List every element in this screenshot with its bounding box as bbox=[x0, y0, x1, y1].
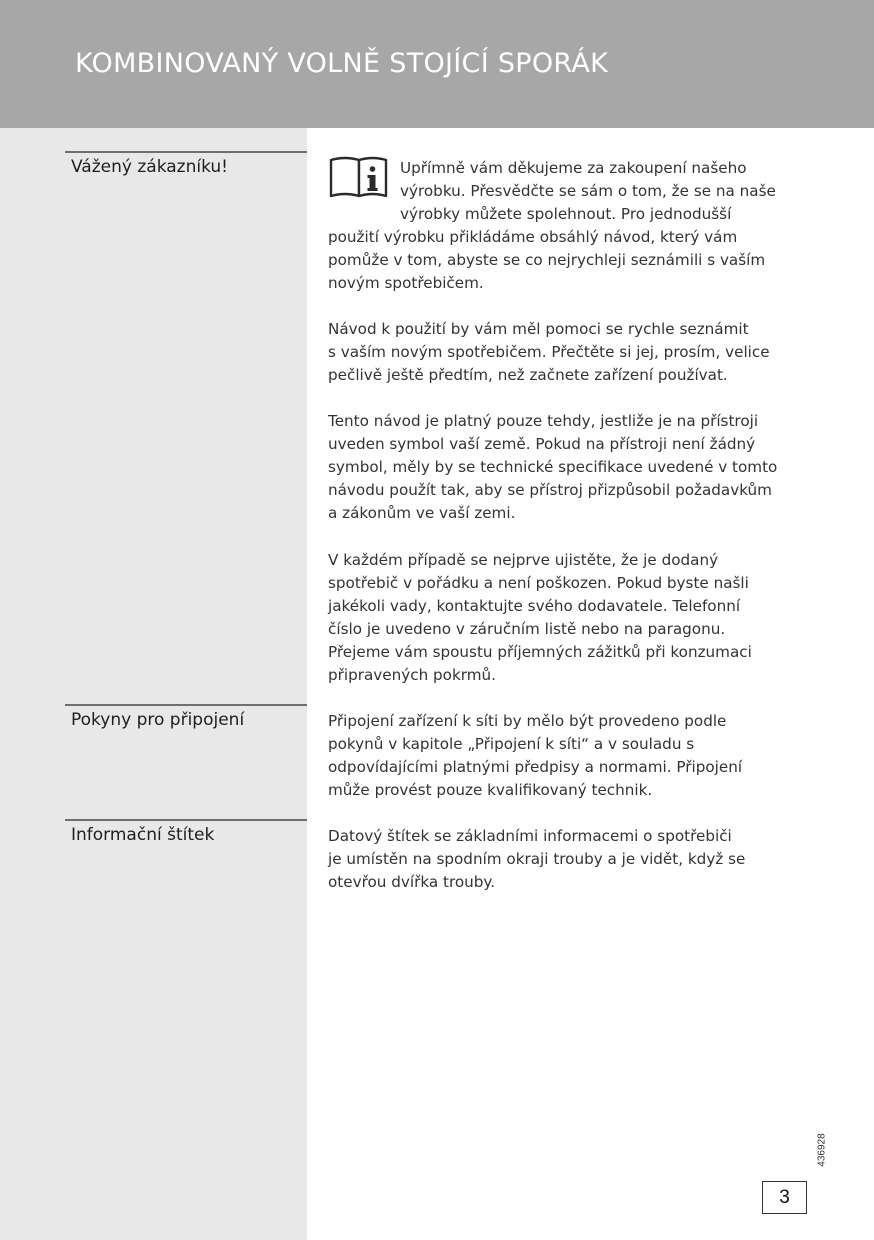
heading-dear-customer: Vážený zákazníku! bbox=[65, 151, 307, 177]
welcome-paragraph-validity: Tento návod je platný pouze tehdy, jestliže je na přístroji uveden symbol vaší země. Pokud na přístroji není žádný symbol, měly by se technické specifikace uvedené v tomto návodu použít tak, aby se přístroj přizpůsobil požadavkům a zákonům ve vaší zemi. bbox=[328, 412, 778, 523]
rating-label-paragraph: Datový štítek se základními informacemi o spotřebiči je umístěn na spodním okraji trouby a je vidět, když se otevřou dvířka trouby. bbox=[328, 827, 746, 892]
document-serial-number bbox=[807, 1130, 837, 1170]
page-header bbox=[0, 0, 874, 128]
manual-info-icon bbox=[329, 155, 389, 199]
welcome-paragraph-intro-continued: použití výrobku přikládáme obsáhlý návod, který vám pomůže v tom, abyste se co nejrychleji seznámili s vaším novým spotřebičem. bbox=[328, 228, 766, 293]
connection-paragraph: Připojení zařízení k síti by mělo být provedeno podle pokynů v kapitole „Připojení k síti“ a v souladu s odpovídajícími platnými předpisy a normami. Připojení může provést pouze kvalifikovaný technik. bbox=[328, 712, 743, 800]
welcome-paragraph-inspection: V každém případě se nejprve ujistěte, že je dodaný spotřebič v pořádku a není poškozen. Pokud byste našli jakékoli vady, kontaktujte svého dodavatele. Telefonní číslo je uvedeno v záručním listě nebo na paragonu. Přejeme vám spoustu příjemných zážitků při konzumaci připravených pokrmů. bbox=[328, 551, 752, 685]
welcome-paragraph-manual: Návod k použití by vám měl pomoci se rychle seznámit s vaším novým spotřebičem. Přečtěte si jej, prosím, velice pečlivě ještě předtím, než začnete zařízení používat. bbox=[328, 320, 770, 385]
page-number-box: 3 bbox=[762, 1181, 807, 1214]
page-title: KOMBINOVANÝ VOLNĚ STOJÍCÍ SPORÁK bbox=[75, 48, 609, 79]
heading-rating-label: Informační štítek bbox=[65, 819, 307, 845]
welcome-paragraph-intro: Upřímně vám děkujeme za zakoupení našeho výrobku. Přesvědčte se sám o tom, že se na naše výrobky můžete spolehnout. Pro jednodušší bbox=[400, 159, 776, 224]
sidebar-column bbox=[0, 128, 307, 1240]
heading-connection-instructions: Pokyny pro připojení bbox=[65, 704, 307, 730]
serial-text: 436928 bbox=[816, 1133, 828, 1167]
